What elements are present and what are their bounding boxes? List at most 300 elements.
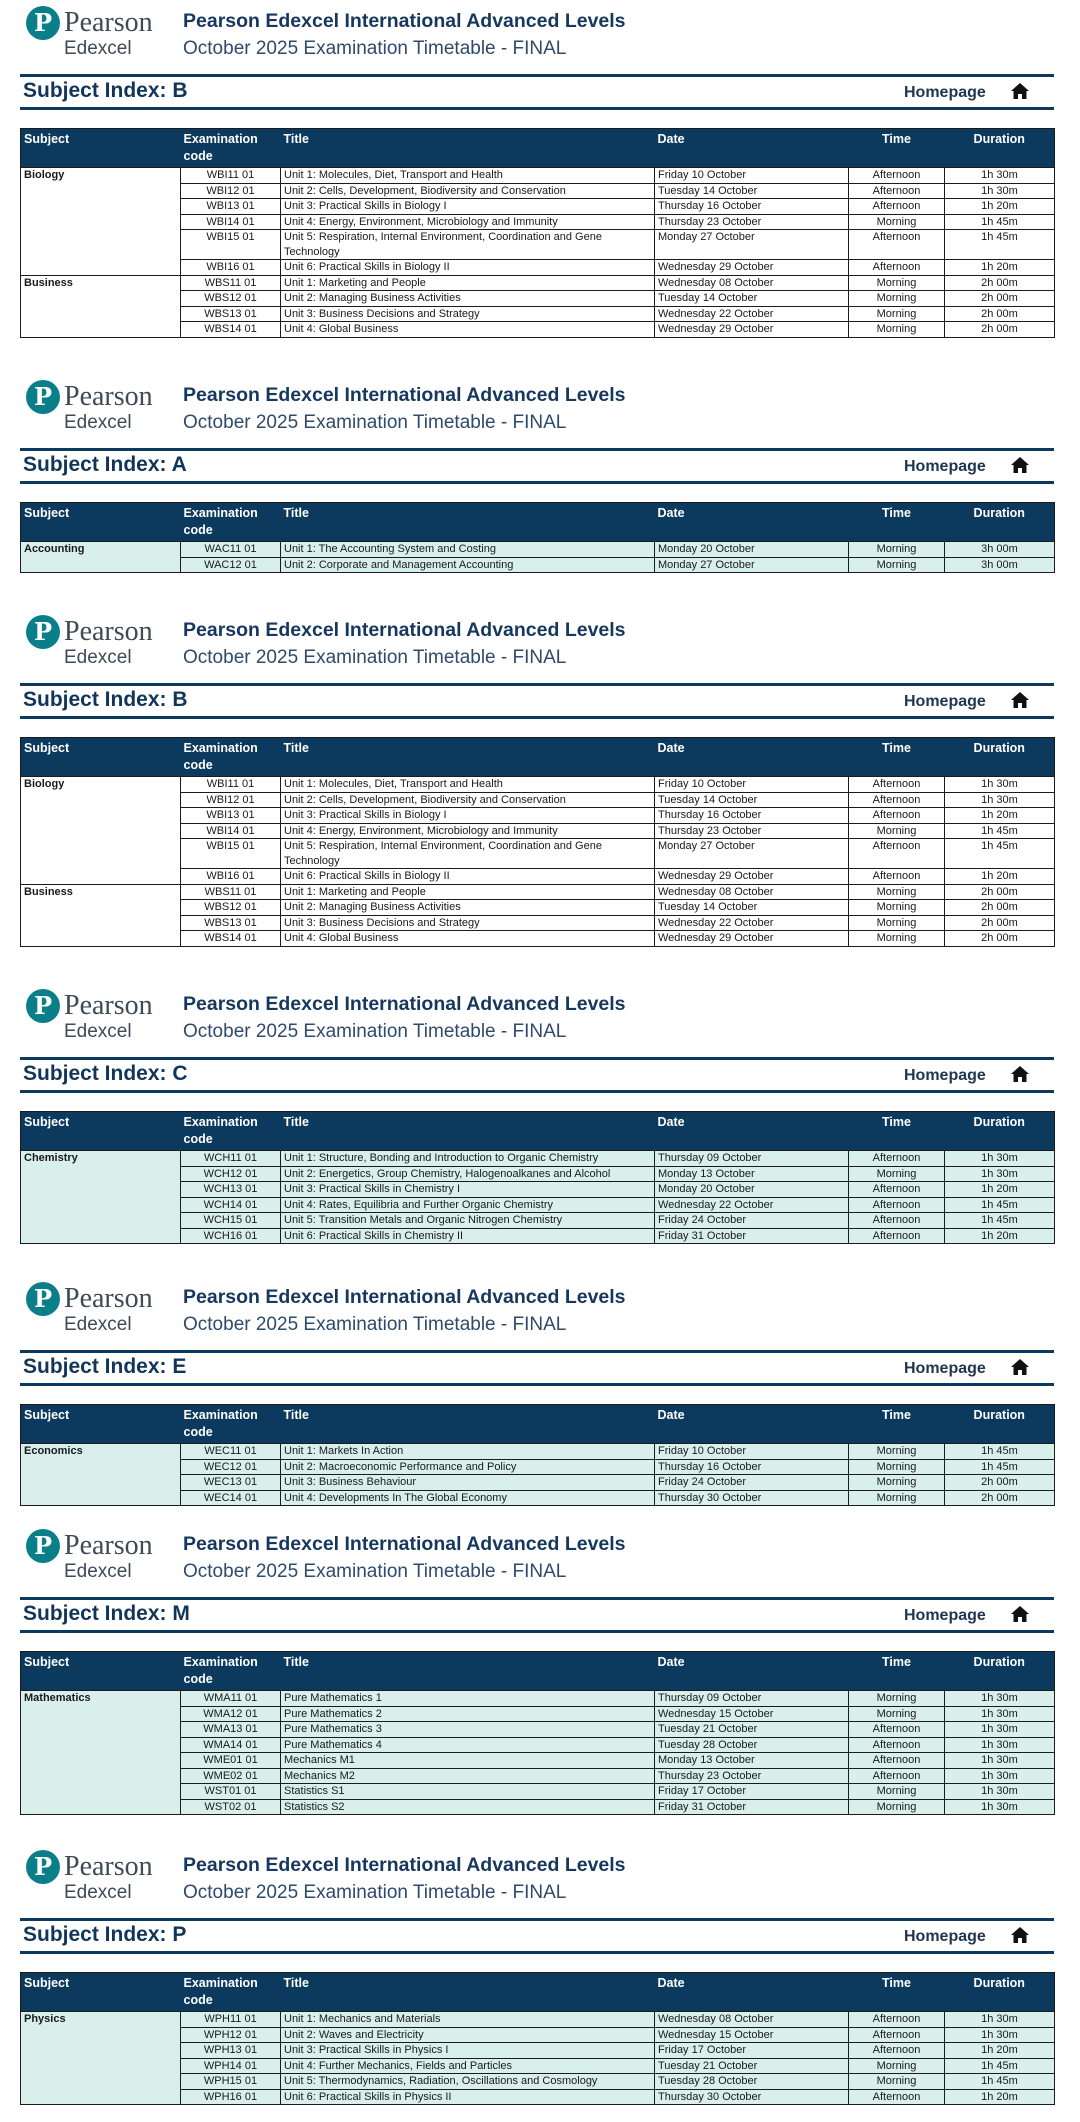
exam-code: WPH16 01	[181, 2089, 281, 2105]
subject-index-bar	[20, 1918, 1054, 1954]
exam-time: Afternoon	[849, 1182, 945, 1198]
col-title: Title	[281, 1973, 655, 2012]
subject-index-title: Subject Index: C	[23, 1062, 188, 1085]
home-icon[interactable]	[1010, 690, 1030, 710]
exam-duration: 2h 00m	[945, 931, 1055, 947]
exam-duration: 1h 45m	[945, 1459, 1055, 1475]
logo-brand: Pearson	[64, 7, 153, 38]
exam-duration: 3h 00m	[945, 557, 1055, 573]
subject-index-bar	[20, 74, 1054, 110]
exam-code: WEC13 01	[181, 1475, 281, 1491]
col-duration: Duration	[945, 1112, 1055, 1151]
col-time: Time	[849, 1112, 945, 1151]
col-time: Time	[849, 738, 945, 777]
subject-index-title: Subject Index: B	[23, 79, 188, 102]
exam-code: WBI16 01	[181, 260, 281, 276]
page-header	[0, 0, 1080, 70]
col-time: Time	[849, 1405, 945, 1444]
exam-title: Unit 2: Managing Business Activities	[281, 900, 655, 916]
exam-time: Afternoon	[849, 869, 945, 885]
exam-code: WBS11 01	[181, 275, 281, 291]
exam-date: Wednesday 22 October	[655, 915, 849, 931]
exam-time: Morning	[849, 1166, 945, 1182]
exam-title: Unit 3: Practical Skills in Chemistry I	[281, 1182, 655, 1198]
exam-date: Tuesday 14 October	[655, 183, 849, 199]
exam-time: Morning	[849, 322, 945, 338]
table-header-row	[21, 129, 1055, 168]
header-title: Pearson Edexcel International Advanced Levels	[183, 1533, 626, 1555]
exam-code: WBI11 01	[181, 168, 281, 184]
exam-title: Mechanics M2	[281, 1768, 655, 1784]
exam-duration: 1h 30m	[945, 792, 1055, 808]
exam-time: Morning	[849, 1691, 945, 1707]
exam-duration: 1h 20m	[945, 260, 1055, 276]
exam-title: Unit 1: Molecules, Diet, Transport and Health	[281, 777, 655, 793]
col-subject: Subject	[21, 1112, 181, 1151]
exam-date: Wednesday 29 October	[655, 869, 849, 885]
col-subject: Subject	[21, 503, 181, 542]
header-subtitle: October 2025 Examination Timetable - FINAL	[183, 647, 567, 668]
exam-duration: 1h 30m	[945, 1151, 1055, 1167]
exam-duration: 1h 30m	[945, 183, 1055, 199]
exam-title: Mechanics M1	[281, 1753, 655, 1769]
exam-duration: 1h 45m	[945, 2074, 1055, 2090]
exam-time: Afternoon	[849, 792, 945, 808]
exam-time: Afternoon	[849, 168, 945, 184]
exam-date: Monday 27 October	[655, 557, 849, 573]
exam-title: Unit 2: Cells, Development, Biodiversity and Conservation	[281, 183, 655, 199]
exam-date: Friday 10 October	[655, 777, 849, 793]
table-header-row	[21, 1652, 1055, 1691]
col-time: Time	[849, 503, 945, 542]
exam-title: Unit 4: Developments In The Global Economy	[281, 1490, 655, 1506]
homepage-link[interactable]: Homepage	[904, 1067, 986, 1084]
col-date: Date	[655, 1652, 849, 1691]
exam-date: Thursday 30 October	[655, 2089, 849, 2105]
exam-time: Afternoon	[849, 1768, 945, 1784]
exam-title: Pure Mathematics 2	[281, 1706, 655, 1722]
page-header	[0, 983, 1080, 1053]
pearson-logo-icon: P	[26, 380, 60, 414]
exam-title: Pure Mathematics 1	[281, 1691, 655, 1707]
exam-code: WCH15 01	[181, 1213, 281, 1229]
subject-index-title: Subject Index: A	[23, 453, 187, 476]
exam-date: Monday 27 October	[655, 230, 849, 260]
header-subtitle: October 2025 Examination Timetable - FINAL	[183, 412, 567, 433]
exam-title: Unit 4: Energy, Environment, Microbiology and Immunity	[281, 823, 655, 839]
exam-code: WPH13 01	[181, 2043, 281, 2059]
exam-code: WAC11 01	[181, 542, 281, 558]
exam-time: Morning	[849, 1490, 945, 1506]
exam-time: Afternoon	[849, 2043, 945, 2059]
exam-time: Morning	[849, 2058, 945, 2074]
exam-time: Afternoon	[849, 2027, 945, 2043]
exam-duration: 1h 30m	[945, 1691, 1055, 1707]
col-exam-code: Examination code	[181, 1973, 281, 2012]
exam-code: WCH11 01	[181, 1151, 281, 1167]
table-header-row	[21, 503, 1055, 542]
exam-date: Thursday 23 October	[655, 214, 849, 230]
subject-name: Biology	[21, 168, 181, 276]
header-subtitle: October 2025 Examination Timetable - FINAL	[183, 1021, 567, 1042]
exam-title: Unit 1: Marketing and People	[281, 884, 655, 900]
exam-title: Pure Mathematics 4	[281, 1737, 655, 1753]
exam-duration: 1h 30m	[945, 1784, 1055, 1800]
exam-title: Unit 5: Transition Metals and Organic Nitrogen Chemistry	[281, 1213, 655, 1229]
exam-title: Unit 6: Practical Skills in Biology II	[281, 260, 655, 276]
col-title: Title	[281, 1405, 655, 1444]
exam-title: Unit 5: Respiration, Internal Environment, Coordination and Gene Technology	[281, 839, 655, 869]
exam-time: Morning	[849, 2074, 945, 2090]
exam-duration: 1h 45m	[945, 1444, 1055, 1460]
exam-date: Monday 13 October	[655, 1753, 849, 1769]
exam-duration: 1h 30m	[945, 1768, 1055, 1784]
header-title: Pearson Edexcel International Advanced Levels	[183, 384, 626, 406]
logo-sub: Edexcel	[64, 1021, 132, 1042]
col-title: Title	[281, 738, 655, 777]
exam-date: Friday 24 October	[655, 1475, 849, 1491]
subject-name: Physics	[21, 2012, 181, 2105]
exam-duration: 1h 45m	[945, 2058, 1055, 2074]
exam-code: WBI16 01	[181, 869, 281, 885]
exam-code: WMA14 01	[181, 1737, 281, 1753]
col-duration: Duration	[945, 1652, 1055, 1691]
exam-duration: 1h 45m	[945, 823, 1055, 839]
exam-duration: 2h 00m	[945, 900, 1055, 916]
header-title: Pearson Edexcel International Advanced Levels	[183, 10, 626, 32]
exam-date: Friday 31 October	[655, 1799, 849, 1815]
subject-index-title: Subject Index: E	[23, 1355, 187, 1378]
col-subject: Subject	[21, 1973, 181, 2012]
logo-sub: Edexcel	[64, 38, 132, 59]
col-subject: Subject	[21, 738, 181, 777]
exam-duration: 2h 00m	[945, 915, 1055, 931]
logo-sub: Edexcel	[64, 1561, 132, 1582]
homepage-link[interactable]: Homepage	[904, 1360, 986, 1377]
exam-date: Wednesday 29 October	[655, 260, 849, 276]
exam-title: Unit 5: Respiration, Internal Environment, Coordination and Gene Technology	[281, 230, 655, 260]
col-date: Date	[655, 1973, 849, 2012]
exam-duration: 1h 30m	[945, 168, 1055, 184]
exam-time: Morning	[849, 1459, 945, 1475]
exam-title: Unit 6: Practical Skills in Biology II	[281, 869, 655, 885]
home-icon[interactable]	[1010, 1357, 1030, 1377]
exam-title: Unit 3: Business Decisions and Strategy	[281, 915, 655, 931]
exam-title: Unit 3: Practical Skills in Physics I	[281, 2043, 655, 2059]
exam-duration: 1h 20m	[945, 808, 1055, 824]
exam-date: Thursday 09 October	[655, 1151, 849, 1167]
subject-index-title: Subject Index: M	[23, 1602, 190, 1625]
exam-code: WST02 01	[181, 1799, 281, 1815]
col-time: Time	[849, 1652, 945, 1691]
exam-title: Unit 4: Rates, Equilibria and Further Organic Chemistry	[281, 1197, 655, 1213]
exam-time: Morning	[849, 557, 945, 573]
exam-code: WCH12 01	[181, 1166, 281, 1182]
logo-brand: Pearson	[64, 990, 153, 1021]
table-header-row	[21, 738, 1055, 777]
exam-date: Thursday 16 October	[655, 808, 849, 824]
exam-time: Afternoon	[849, 1737, 945, 1753]
exam-code: WBI14 01	[181, 214, 281, 230]
exam-date: Thursday 30 October	[655, 1490, 849, 1506]
header-title: Pearson Edexcel International Advanced Levels	[183, 993, 626, 1015]
exam-time: Morning	[849, 291, 945, 307]
subject-index-bar	[20, 448, 1054, 484]
table-row	[21, 168, 1055, 184]
col-duration: Duration	[945, 1973, 1055, 2012]
exam-title: Unit 2: Energetics, Group Chemistry, Halogenoalkanes and Alcohol	[281, 1166, 655, 1182]
logo-brand: Pearson	[64, 1851, 153, 1882]
table-header-row	[21, 1973, 1055, 2012]
exam-time: Afternoon	[849, 1722, 945, 1738]
col-date: Date	[655, 1112, 849, 1151]
exam-title: Unit 3: Business Decisions and Strategy	[281, 306, 655, 322]
exam-date: Wednesday 08 October	[655, 884, 849, 900]
exam-duration: 1h 20m	[945, 1182, 1055, 1198]
exam-duration: 1h 30m	[945, 1799, 1055, 1815]
col-time: Time	[849, 129, 945, 168]
timetable-table	[20, 1651, 1055, 1815]
exam-code: WBI15 01	[181, 230, 281, 260]
exam-date: Wednesday 08 October	[655, 2012, 849, 2028]
col-title: Title	[281, 129, 655, 168]
subject-name: Biology	[21, 777, 181, 885]
subject-index-bar	[20, 683, 1054, 719]
exam-code: WAC12 01	[181, 557, 281, 573]
subject-index-title: Subject Index: P	[23, 1923, 187, 1946]
exam-date: Monday 27 October	[655, 839, 849, 869]
exam-code: WBS12 01	[181, 900, 281, 916]
exam-title: Unit 1: Molecules, Diet, Transport and Health	[281, 168, 655, 184]
exam-duration: 1h 20m	[945, 2043, 1055, 2059]
logo-sub: Edexcel	[64, 647, 132, 668]
timetable-table	[20, 1404, 1055, 1506]
exam-duration: 1h 30m	[945, 1737, 1055, 1753]
timetable-table	[20, 502, 1055, 573]
table-row	[21, 884, 1055, 900]
exam-code: WPH11 01	[181, 2012, 281, 2028]
exam-title: Unit 5: Thermodynamics, Radiation, Oscillations and Cosmology	[281, 2074, 655, 2090]
header-title: Pearson Edexcel International Advanced Levels	[183, 1854, 626, 1876]
homepage-link[interactable]: Homepage	[904, 84, 986, 101]
exam-duration: 2h 00m	[945, 1490, 1055, 1506]
exam-code: WCH14 01	[181, 1197, 281, 1213]
subject-name: Business	[21, 884, 181, 946]
exam-date: Wednesday 15 October	[655, 1706, 849, 1722]
exam-date: Tuesday 14 October	[655, 900, 849, 916]
exam-date: Friday 10 October	[655, 1444, 849, 1460]
exam-duration: 1h 30m	[945, 1166, 1055, 1182]
exam-time: Morning	[849, 542, 945, 558]
exam-title: Pure Mathematics 3	[281, 1722, 655, 1738]
exam-code: WBS11 01	[181, 884, 281, 900]
exam-code: WPH15 01	[181, 2074, 281, 2090]
exam-code: WBI11 01	[181, 777, 281, 793]
col-exam-code: Examination code	[181, 1405, 281, 1444]
exam-title: Unit 6: Practical Skills in Chemistry II	[281, 1228, 655, 1244]
exam-time: Afternoon	[849, 777, 945, 793]
exam-title: Unit 4: Further Mechanics, Fields and Particles	[281, 2058, 655, 2074]
exam-duration: 1h 30m	[945, 1706, 1055, 1722]
exam-duration: 1h 30m	[945, 2012, 1055, 2028]
exam-date: Tuesday 21 October	[655, 2058, 849, 2074]
exam-time: Afternoon	[849, 2012, 945, 2028]
exam-date: Tuesday 28 October	[655, 1737, 849, 1753]
table-row	[21, 275, 1055, 291]
exam-title: Unit 2: Cells, Development, Biodiversity and Conservation	[281, 792, 655, 808]
pearson-logo-icon: P	[26, 1529, 60, 1563]
exam-date: Wednesday 29 October	[655, 322, 849, 338]
homepage-link[interactable]: Homepage	[904, 693, 986, 710]
exam-time: Morning	[849, 306, 945, 322]
exam-date: Thursday 09 October	[655, 1691, 849, 1707]
table-row	[21, 1691, 1055, 1707]
exam-time: Morning	[849, 931, 945, 947]
homepage-link[interactable]: Homepage	[904, 458, 986, 475]
exam-code: WBS13 01	[181, 915, 281, 931]
col-exam-code: Examination code	[181, 503, 281, 542]
exam-duration: 1h 20m	[945, 869, 1055, 885]
subject-index-bar	[20, 1350, 1054, 1386]
timetable-table	[20, 1111, 1055, 1244]
exam-time: Morning	[849, 1444, 945, 1460]
exam-duration: 1h 45m	[945, 1197, 1055, 1213]
exam-code: WST01 01	[181, 1784, 281, 1800]
exam-duration: 1h 30m	[945, 1753, 1055, 1769]
exam-title: Unit 3: Business Behaviour	[281, 1475, 655, 1491]
exam-date: Wednesday 22 October	[655, 1197, 849, 1213]
exam-time: Afternoon	[849, 2089, 945, 2105]
logo-brand: Pearson	[64, 616, 153, 647]
col-title: Title	[281, 1652, 655, 1691]
exam-date: Tuesday 14 October	[655, 792, 849, 808]
table-row	[21, 777, 1055, 793]
exam-time: Morning	[849, 1799, 945, 1815]
col-title: Title	[281, 503, 655, 542]
exam-code: WBI13 01	[181, 808, 281, 824]
exam-date: Friday 31 October	[655, 1228, 849, 1244]
subject-name: Economics	[21, 1444, 181, 1506]
exam-code: WBI15 01	[181, 839, 281, 869]
exam-time: Morning	[849, 275, 945, 291]
exam-date: Monday 13 October	[655, 1166, 849, 1182]
exam-time: Afternoon	[849, 1197, 945, 1213]
exam-time: Afternoon	[849, 808, 945, 824]
exam-duration: 1h 30m	[945, 1722, 1055, 1738]
exam-time: Afternoon	[849, 260, 945, 276]
exam-title: Unit 4: Global Business	[281, 931, 655, 947]
col-date: Date	[655, 1405, 849, 1444]
exam-date: Wednesday 15 October	[655, 2027, 849, 2043]
exam-title: Unit 1: The Accounting System and Costing	[281, 542, 655, 558]
header-subtitle: October 2025 Examination Timetable - FINAL	[183, 1314, 567, 1335]
exam-code: WEC14 01	[181, 1490, 281, 1506]
homepage-link[interactable]: Homepage	[904, 1928, 986, 1945]
header-subtitle: October 2025 Examination Timetable - FINAL	[183, 38, 567, 59]
table-header-row	[21, 1112, 1055, 1151]
exam-duration: 2h 00m	[945, 291, 1055, 307]
exam-time: Morning	[849, 884, 945, 900]
exam-time: Afternoon	[849, 1213, 945, 1229]
exam-title: Statistics S1	[281, 1784, 655, 1800]
logo-brand: Pearson	[64, 1530, 153, 1561]
exam-title: Unit 2: Waves and Electricity	[281, 2027, 655, 2043]
home-icon[interactable]	[1010, 1604, 1030, 1624]
exam-code: WBI13 01	[181, 199, 281, 215]
exam-title: Unit 6: Practical Skills in Physics II	[281, 2089, 655, 2105]
exam-time: Afternoon	[849, 1753, 945, 1769]
exam-duration: 2h 00m	[945, 322, 1055, 338]
home-icon[interactable]	[1010, 81, 1030, 101]
logo-sub: Edexcel	[64, 1314, 132, 1335]
col-date: Date	[655, 503, 849, 542]
exam-code: WME01 01	[181, 1753, 281, 1769]
exam-time: Afternoon	[849, 1151, 945, 1167]
subject-name: Mathematics	[21, 1691, 181, 1815]
exam-date: Wednesday 29 October	[655, 931, 849, 947]
col-duration: Duration	[945, 1405, 1055, 1444]
table-row	[21, 1151, 1055, 1167]
exam-date: Friday 17 October	[655, 1784, 849, 1800]
exam-date: Tuesday 21 October	[655, 1722, 849, 1738]
col-subject: Subject	[21, 1652, 181, 1691]
exam-time: Morning	[849, 1784, 945, 1800]
exam-date: Wednesday 08 October	[655, 275, 849, 291]
exam-title: Unit 1: Structure, Bonding and Introduction to Organic Chemistry	[281, 1151, 655, 1167]
logo-brand: Pearson	[64, 381, 153, 412]
exam-duration: 1h 20m	[945, 1228, 1055, 1244]
col-date: Date	[655, 129, 849, 168]
exam-date: Friday 17 October	[655, 2043, 849, 2059]
page-header	[0, 374, 1080, 444]
exam-code: WBS14 01	[181, 322, 281, 338]
logo-sub: Edexcel	[64, 1882, 132, 1903]
exam-duration: 2h 00m	[945, 884, 1055, 900]
exam-title: Unit 2: Corporate and Management Accounting	[281, 557, 655, 573]
exam-title: Unit 3: Practical Skills in Biology I	[281, 808, 655, 824]
exam-title: Unit 4: Energy, Environment, Microbiology and Immunity	[281, 214, 655, 230]
exam-duration: 1h 45m	[945, 214, 1055, 230]
homepage-link[interactable]: Homepage	[904, 1607, 986, 1624]
page-header	[0, 1844, 1080, 1914]
exam-date: Monday 20 October	[655, 1182, 849, 1198]
pearson-logo-icon: P	[26, 989, 60, 1023]
col-exam-code: Examination code	[181, 738, 281, 777]
exam-code: WBS13 01	[181, 306, 281, 322]
col-date: Date	[655, 738, 849, 777]
table-row	[21, 2012, 1055, 2028]
exam-duration: 1h 20m	[945, 2089, 1055, 2105]
home-icon[interactable]	[1010, 1064, 1030, 1084]
pearson-logo-icon: P	[26, 1850, 60, 1884]
page-header	[0, 1276, 1080, 1346]
home-icon[interactable]	[1010, 1925, 1030, 1945]
logo-brand: Pearson	[64, 1283, 153, 1314]
table-row	[21, 1444, 1055, 1460]
exam-time: Morning	[849, 900, 945, 916]
exam-duration: 3h 00m	[945, 542, 1055, 558]
timetable-table	[20, 737, 1055, 947]
subject-name: Accounting	[21, 542, 181, 573]
exam-date: Thursday 23 October	[655, 823, 849, 839]
exam-title: Unit 2: Macroeconomic Performance and Policy	[281, 1459, 655, 1475]
exam-date: Tuesday 14 October	[655, 291, 849, 307]
col-exam-code: Examination code	[181, 1112, 281, 1151]
logo-sub: Edexcel	[64, 412, 132, 433]
home-icon[interactable]	[1010, 455, 1030, 475]
exam-date: Friday 10 October	[655, 168, 849, 184]
subject-name: Business	[21, 275, 181, 337]
